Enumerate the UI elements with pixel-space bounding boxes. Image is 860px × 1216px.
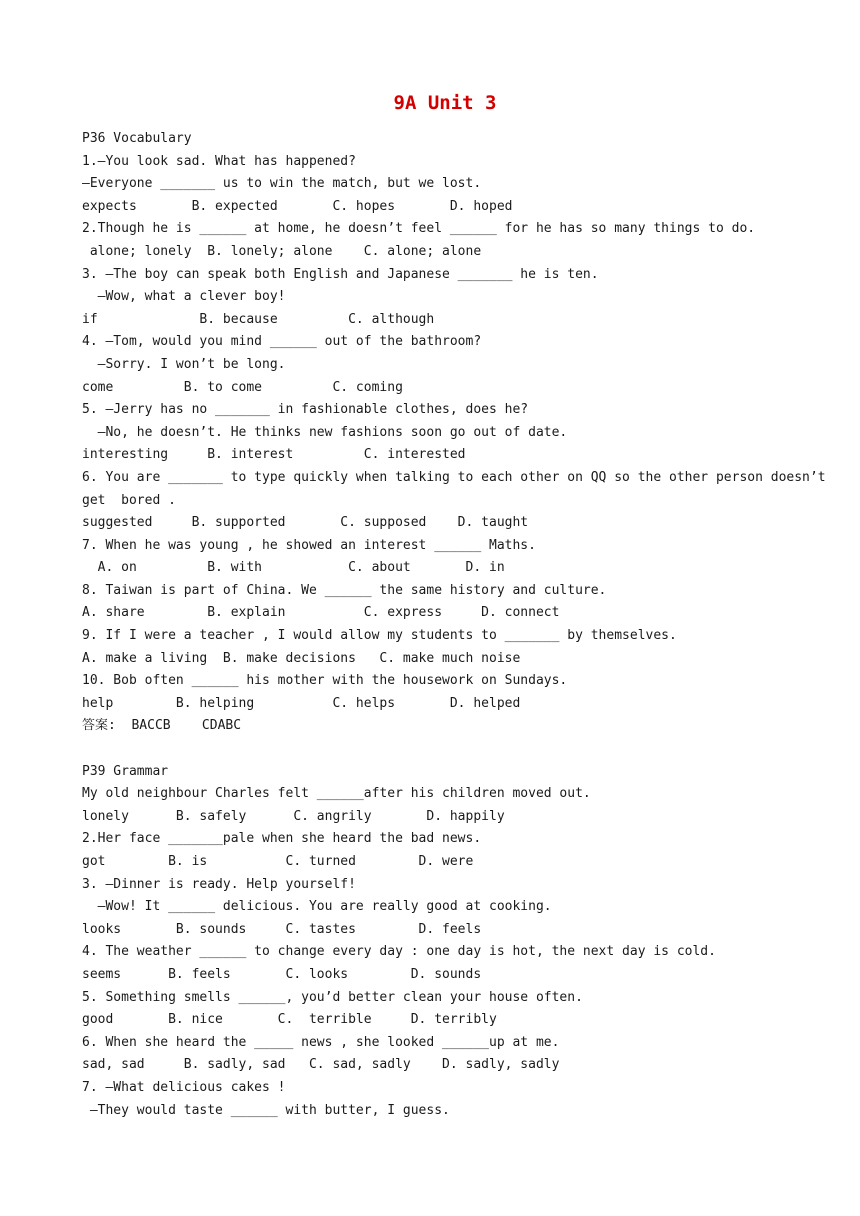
text-line: 6. When she heard the _____ news , she looked ______up at me. [82, 1034, 560, 1050]
text-line: get bored . [82, 492, 176, 508]
text-line: alone; lonely B. lonely; alone C. alone; alone [82, 243, 482, 259]
text-line: sad, sad B. sadly, sad C. sad, sadly D. sadly, sadly [82, 1057, 560, 1073]
text-line: —They would taste ______ with butter, I guess. [82, 1102, 450, 1118]
text-line: lonely B. safely C. angrily D. happily [82, 808, 505, 824]
text-line: —Everyone _______ us to win the match, but we lost. [82, 176, 482, 192]
text-line: 7. When he was young , he showed an interest ______ Maths. [82, 537, 536, 553]
text-line: 10. Bob often ______ his mother with the housework on Sundays. [82, 673, 568, 689]
text-line: looks B. sounds C. tastes D. feels [82, 921, 482, 937]
text-line: expects B. expected C. hopes D. hoped [82, 198, 513, 214]
text-line: A. share B. explain C. express D. connect [82, 605, 560, 621]
text-line: 8. Taiwan is part of China. We ______ the same history and culture. [82, 582, 607, 598]
text-line: A. on B. with C. about D. in [82, 560, 505, 576]
text-line: good B. nice C. terrible D. terribly [82, 1012, 497, 1028]
text-line: 7. —What delicious cakes ! [82, 1079, 286, 1095]
text-line: 5. —Jerry has no _______ in fashionable clothes, does he? [82, 402, 529, 418]
text-line: help B. helping C. helps D. helped [82, 695, 521, 711]
text-line: —Sorry. I won’t be long. [82, 356, 286, 372]
document-body [82, 128, 826, 1122]
text-line: —Wow! It ______ delicious. You are really good at cooking. [82, 899, 552, 915]
section-heading: P36 Vocabulary [82, 131, 192, 146]
text-line: A. make a living B. make decisions C. make much noise [82, 650, 521, 666]
text-line: seems B. feels C. looks D. sounds [82, 966, 482, 982]
text-line: 5. Something smells ______, you’d better clean your house often. [82, 989, 583, 1005]
text-line: 4. —Tom, would you mind ______ out of the bathroom? [82, 334, 482, 350]
text-line: 答案: BACCB CDABC [82, 718, 242, 734]
text-line: My old neighbour Charles felt ______after his children moved out. [82, 786, 591, 802]
section-spacer [82, 738, 802, 761]
section-heading: P39 Grammar [82, 763, 169, 779]
text-line: come B. to come C. coming [82, 379, 403, 395]
text-line: —Wow, what a clever boy! [82, 289, 286, 305]
text-line: 3. —The boy can speak both English and Japanese _______ he is ten. [82, 266, 599, 282]
document-page [82, 92, 826, 1122]
text-line: interesting B. interest C. interested [82, 447, 466, 463]
text-line: suggested B. supported C. supposed D. taught [82, 515, 529, 531]
text-line: 3. —Dinner is ready. Help yourself! [82, 876, 356, 892]
text-line: 1.—You look sad. What has happened? [82, 153, 356, 169]
text-line: 2.Though he is ______ at home, he doesn’t feel ______ for he has so many things to do. [82, 221, 756, 237]
text-line: 6. You are _______ to type quickly when talking to each other on QQ so the other person doesn’t [82, 469, 826, 485]
text-line: if B. because C. although [82, 311, 435, 327]
text-line: 4. The weather ______ to change every day : one day is hot, the next day is cold. [82, 944, 716, 960]
text-line: got B. is C. turned D. were [82, 854, 474, 869]
text-line: 9. If I were a teacher , I would allow my students to _______ by themselves. [82, 628, 677, 644]
text-line: 2.Her face _______pale when she heard the bad news. [82, 831, 482, 847]
document-title: 9A Unit 3 [393, 92, 497, 114]
text-line: —No, he doesn’t. He thinks new fashions soon go out of date. [82, 424, 568, 440]
